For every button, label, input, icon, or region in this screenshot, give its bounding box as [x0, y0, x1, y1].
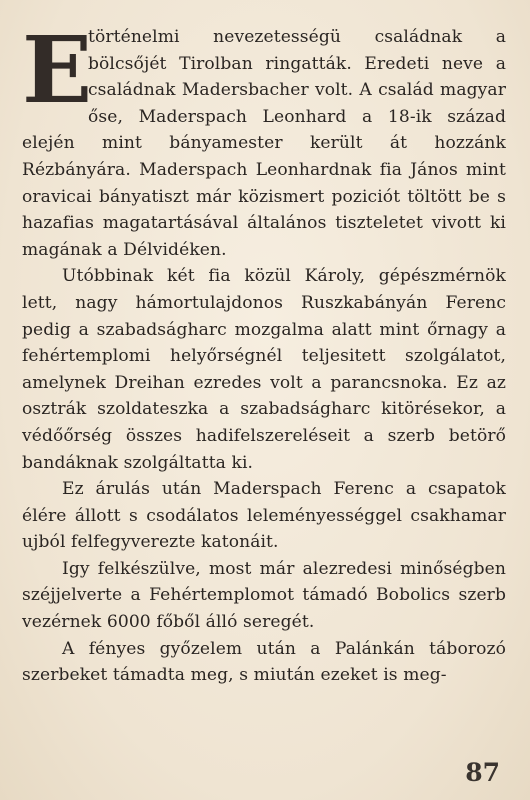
page-text [22, 16, 506, 689]
page-number: 87 [465, 758, 500, 787]
paragraph-4: Igy felkészülve, most már alezredesi minőségben széjjelverte a Fehértemplomot támadó Bobolics szerb vezérnek 6000 főből álló seregét. [22, 558, 506, 633]
paragraph-1-text: történelmi nevezetességü családnak a bölcsőjét Tirolban ringatták. Eredeti neve a családnak Madersbacher volt. A család magyar őse, Maderspach Leonhard a 18-ik század elején mint bányamester került át hozzánk Rézbányára. Maderspach Leonhardnak fia János mint oravicai bányatiszt már közismert poziciót töltött be s hazafias magatartásával általános tiszteletet vivott ki magának a Délvidéken. [22, 27, 506, 260]
paragraph-2: Utóbbinak két fia közül Károly, gépészmérnök lett, nagy hámortulajdonos Ruszkabányán Ferenc pedig a szabadságharc mozgalma alatt mint őrnagy a fehértemplomi helyőrségnél teljesitett szolgálatot, amelynek Dreihan ezredes volt a parancsnoka. Ez az osztrák szoldateszka a szabadságharc kitörésekor, a védőőrség összes hadifelszereléseit a szerb betörő bandáknak szolgáltatta ki. [22, 266, 506, 473]
paragraph-3: Ez árulás után Maderspach Ferenc a csapatok élére állott s csodálatos leleményességgel csakhamar ujból felfegyverezte katonáit. [22, 479, 506, 553]
paragraph-5: A fényes győzelem után a Palánkán táborozó szerbeket támadta meg, s miután ezeket is meg- [22, 638, 506, 686]
drop-cap-letter: E [22, 16, 93, 124]
paragraph-1 [22, 16, 506, 263]
